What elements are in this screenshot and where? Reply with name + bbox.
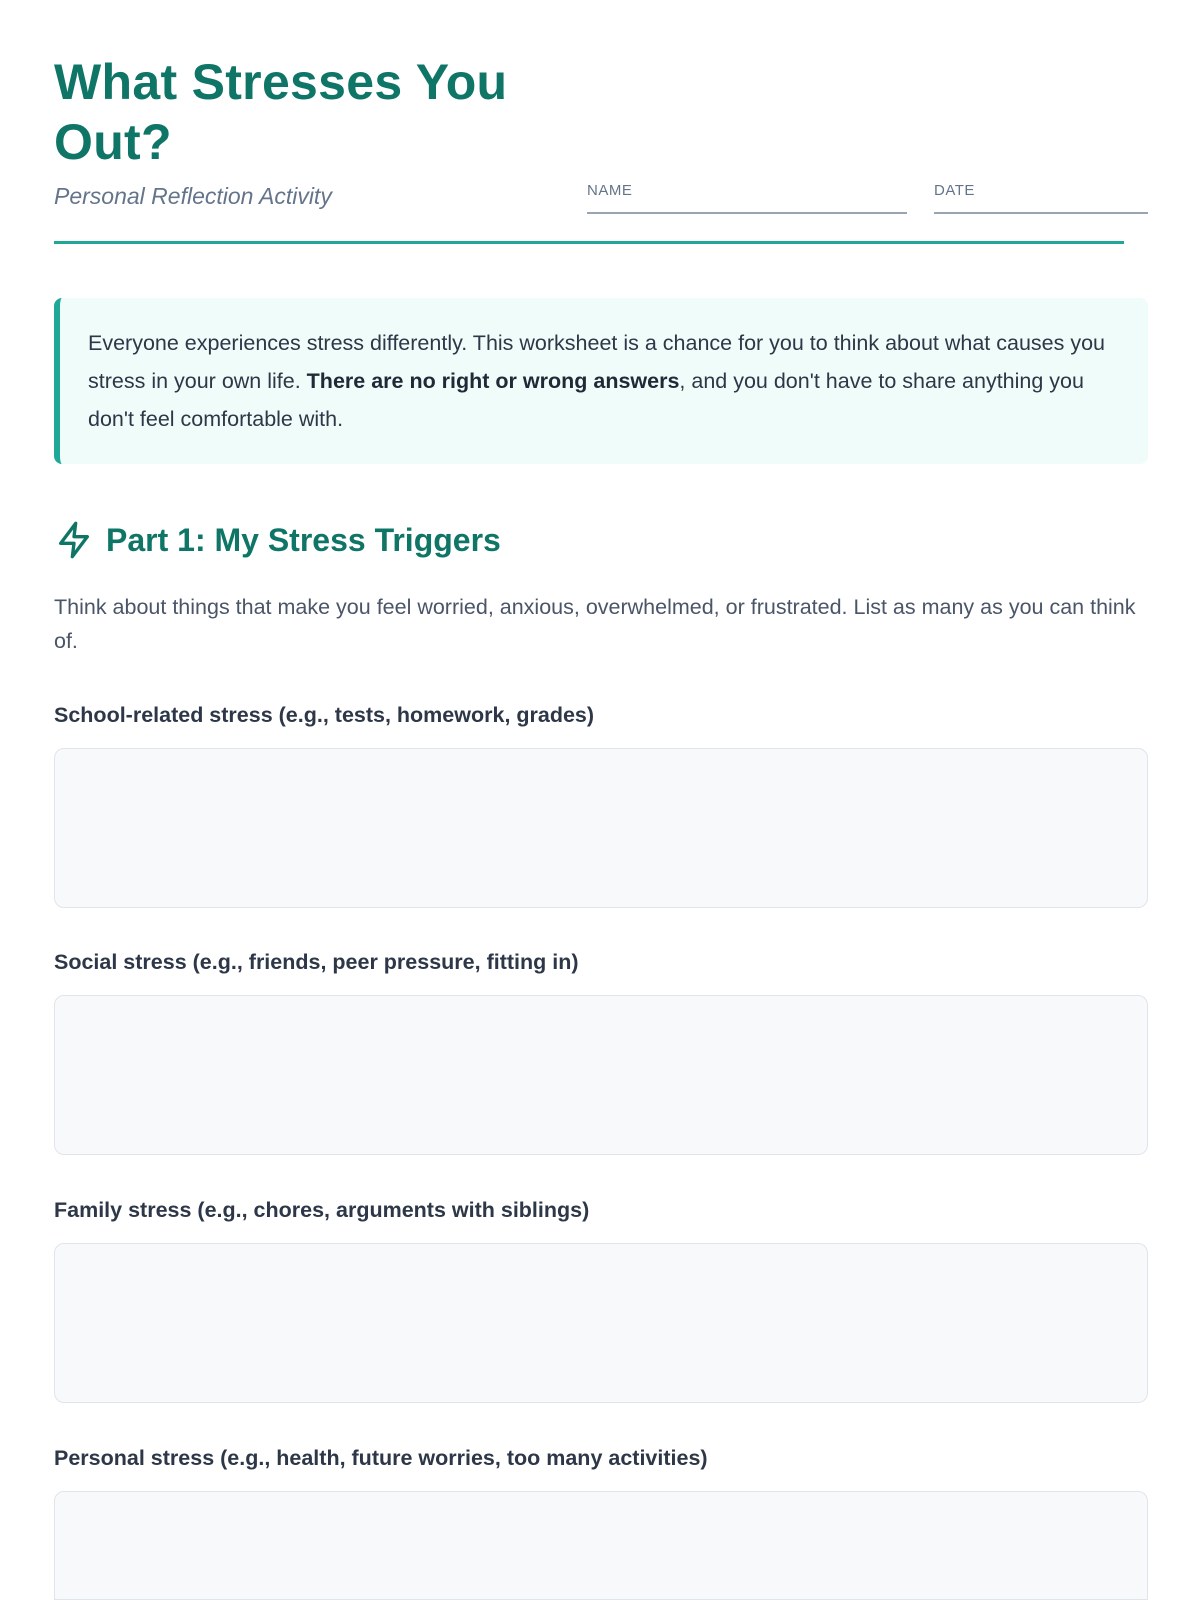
name-field[interactable] bbox=[587, 182, 907, 214]
intro-text-end: , and you don't have to share anything you don't feel comfortable with. bbox=[88, 369, 1084, 431]
part1-description: Think about things that make you feel worried, anxious, overwhelmed, or frustrated. List as many as you can think of. bbox=[54, 595, 1136, 653]
page-subtitle: Personal Reflection Activity bbox=[54, 183, 332, 209]
date-field[interactable] bbox=[934, 182, 1148, 214]
intro-callout bbox=[54, 298, 1148, 464]
part1-title: Part 1: My Stress Triggers bbox=[106, 521, 501, 558]
personal-stress-answer-box[interactable] bbox=[54, 1491, 1148, 1600]
school-stress-label: School-related stress (e.g., tests, homework, grades) bbox=[54, 703, 595, 727]
lightning-bolt-icon bbox=[54, 520, 94, 560]
date-field-label: DATE bbox=[934, 182, 975, 199]
intro-text-start: Everyone experiences stress differently. This worksheet is a chance for you to think about what causes you stress in your own life. bbox=[88, 331, 1106, 393]
family-stress-label: Family stress (e.g., chores, arguments with siblings) bbox=[54, 1198, 590, 1222]
school-stress-answer-box[interactable] bbox=[54, 748, 1148, 908]
name-field-label: NAME bbox=[587, 182, 633, 199]
social-stress-answer-box[interactable] bbox=[54, 995, 1148, 1155]
worksheet-header bbox=[54, 0, 1124, 244]
intro-text-emphasis: There are no right or wrong answers bbox=[306, 369, 680, 393]
personal-stress-label: Personal stress (e.g., health, future worries, too many activities) bbox=[54, 1446, 708, 1470]
social-stress-label: Social stress (e.g., friends, peer pressure, fitting in) bbox=[54, 950, 579, 974]
part1-heading bbox=[54, 518, 501, 562]
page-title: What Stresses You Out? bbox=[54, 54, 508, 170]
family-stress-answer-box[interactable] bbox=[54, 1243, 1148, 1403]
